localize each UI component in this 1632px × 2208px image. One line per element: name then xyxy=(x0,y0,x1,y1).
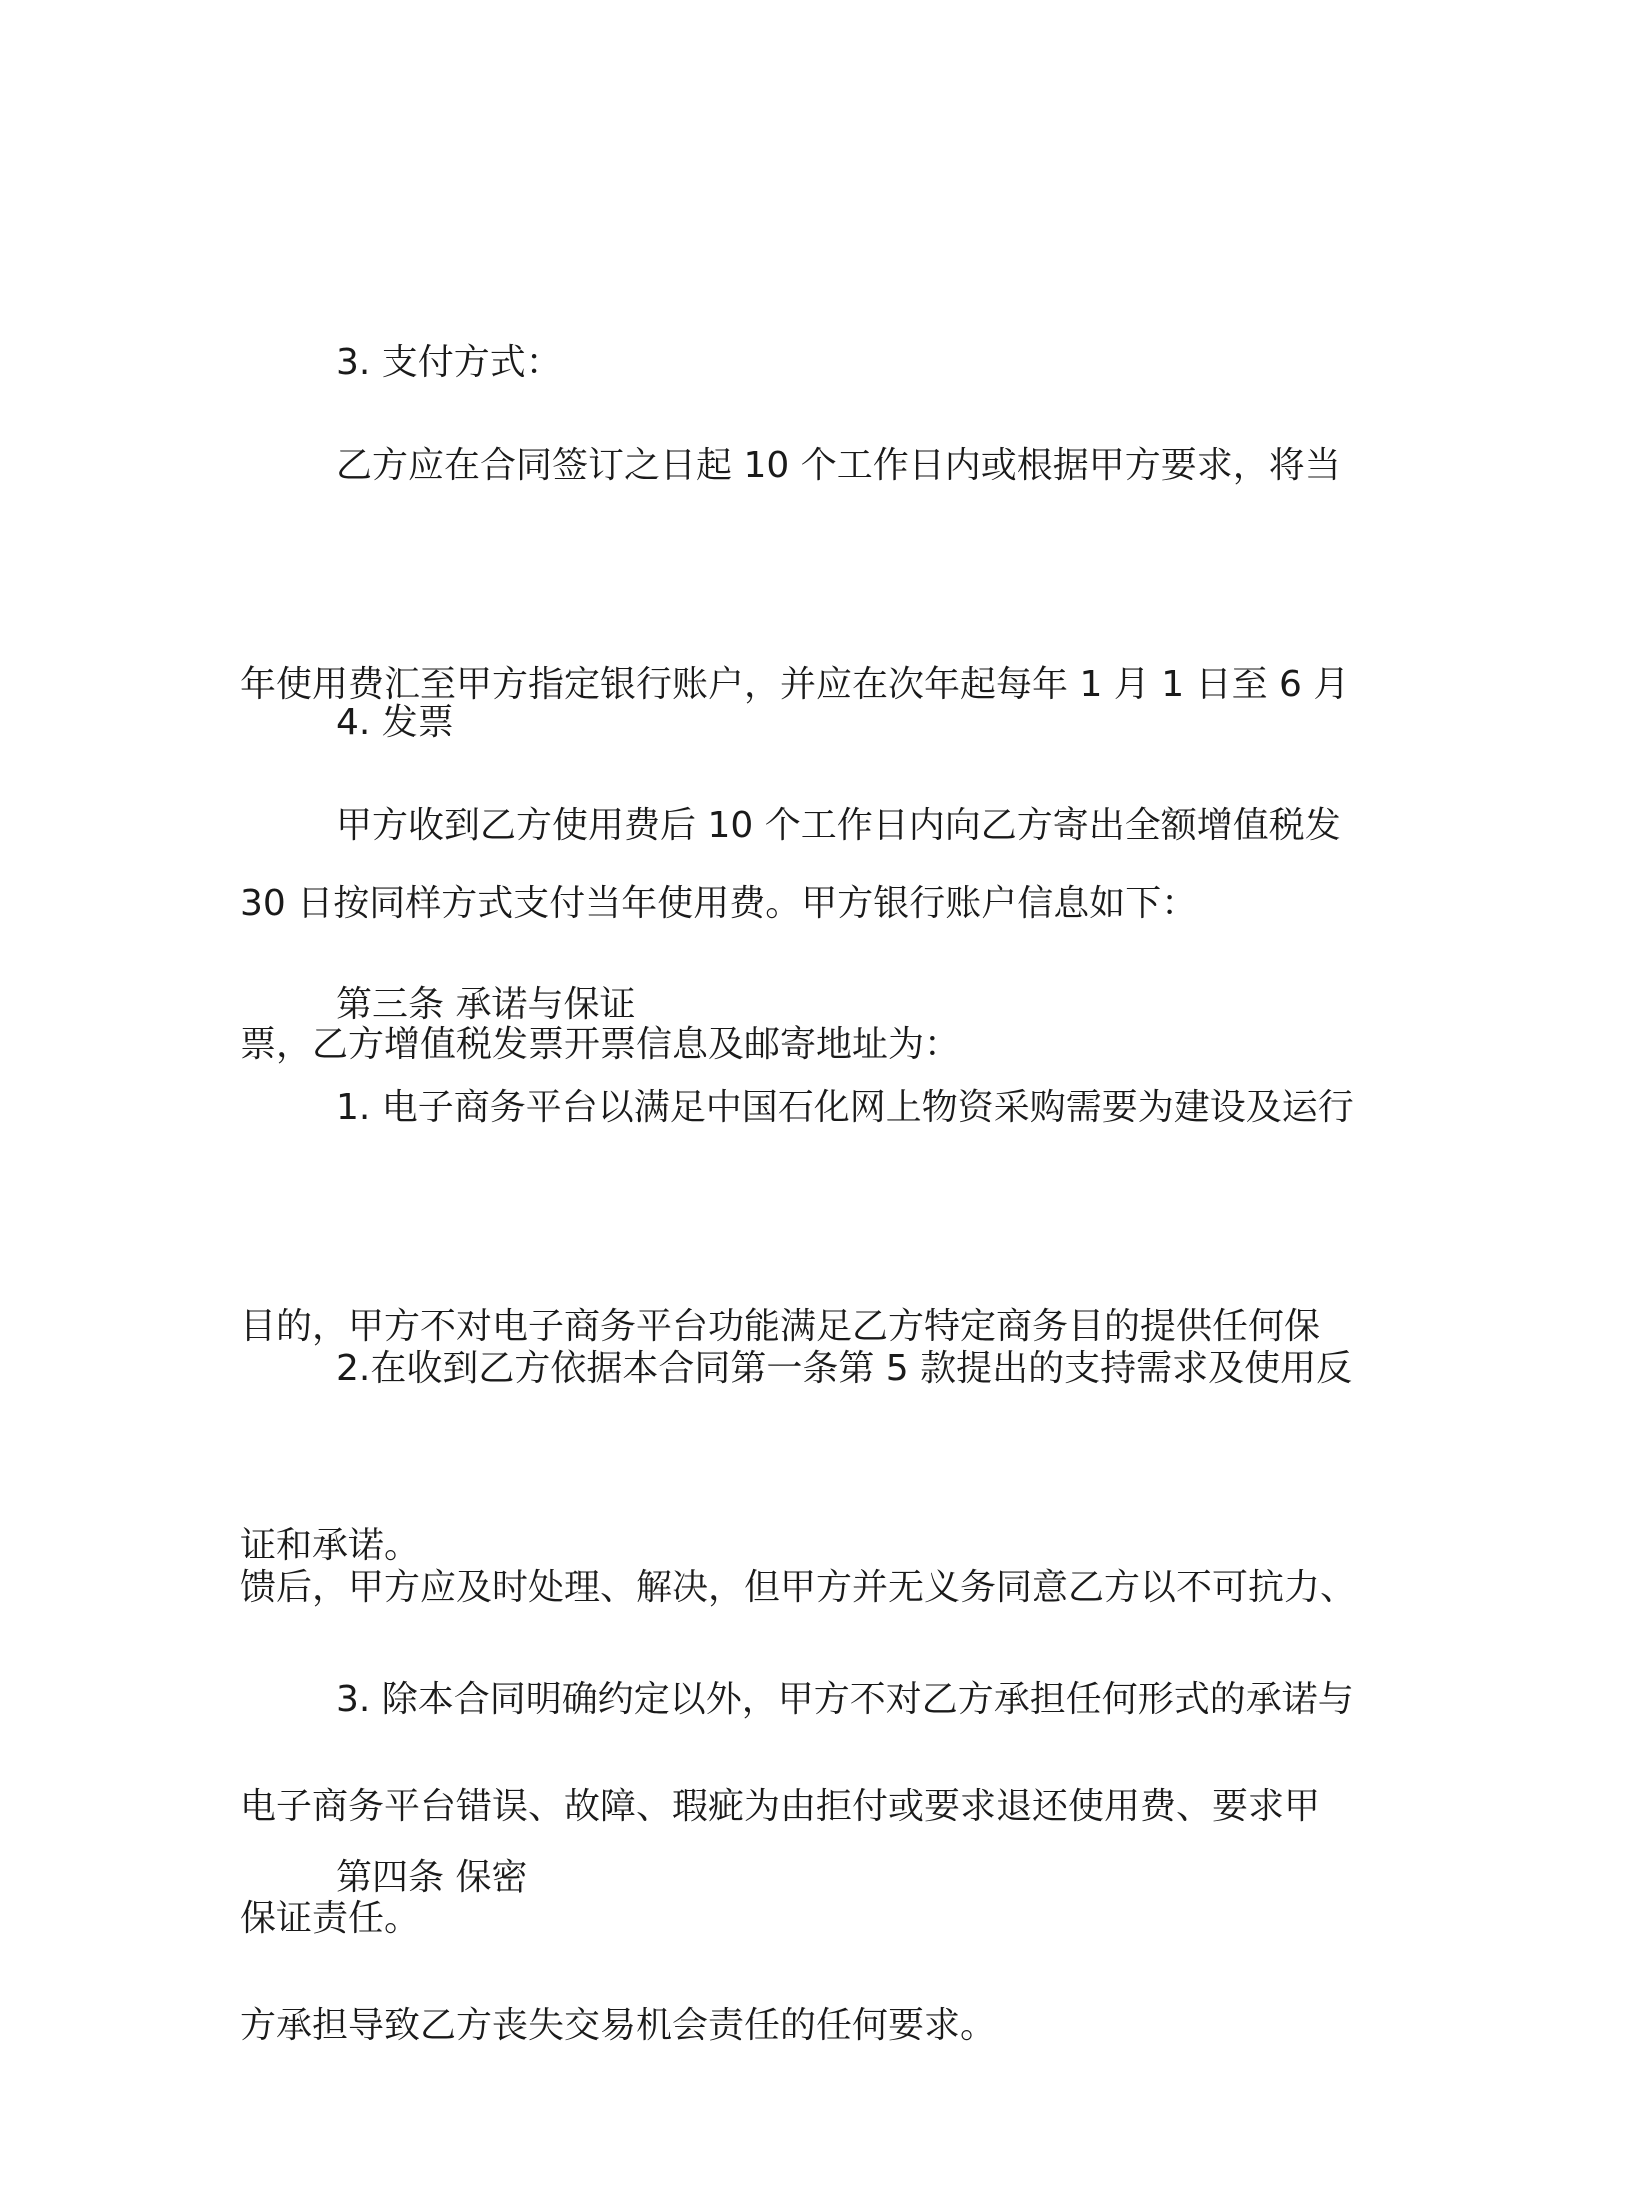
text-line: 2.在收到乙方依据本合同第一条第 5 款提出的支持需求及使用反 xyxy=(336,1348,1353,1389)
text-line: 保证责任。 xyxy=(240,1898,421,1939)
text-line: 方承担导致乙方丧失交易机会责任的任何要求。 xyxy=(240,2005,997,2046)
text-line: 馈后，甲方应及时处理、解决，但甲方并无义务同意乙方以不可抗力、 xyxy=(240,1567,1357,1608)
text-line: 第三条 承诺与保证 xyxy=(336,984,636,1025)
text-line: 票，乙方增值税发票开票信息及邮寄地址为： xyxy=(240,1024,961,1065)
text-line: 1. 电子商务平台以满足中国石化网上物资采购需要为建设及运行 xyxy=(336,1087,1354,1128)
article-four-heading xyxy=(240,1695,1390,2060)
text-line: 证和承诺。 xyxy=(240,1525,421,1566)
text-line: 第四条 保密 xyxy=(336,1857,528,1898)
text-line: 30 日按同样方式支付当年使用费。甲方银行账户信息如下： xyxy=(240,883,1198,924)
text-line: 4. 发票 xyxy=(336,702,454,743)
text-line: 3. 除本合同明确约定以外，甲方不对乙方承担任何形式的承诺与 xyxy=(336,1679,1354,1720)
text-line: 3. 支付方式： xyxy=(336,342,562,383)
text-line: 年使用费汇至甲方指定银行账户，并应在次年起每年 1 月 1 日至 6 月 xyxy=(240,664,1350,705)
text-line: 目的，甲方不对电子商务平台功能满足乙方特定商务目的提供任何保 xyxy=(240,1306,1321,1347)
text-line: 电子商务平台错误、故障、瑕疵为由拒付或要求退还使用费、要求甲 xyxy=(240,1786,1321,1827)
text-line: 乙方应在合同签订之日起 10 个工作日内或根据甲方要求，将当 xyxy=(336,445,1341,486)
text-line: 甲方收到乙方使用费后 10 个工作日内向乙方寄出全额增值税发 xyxy=(336,805,1341,846)
